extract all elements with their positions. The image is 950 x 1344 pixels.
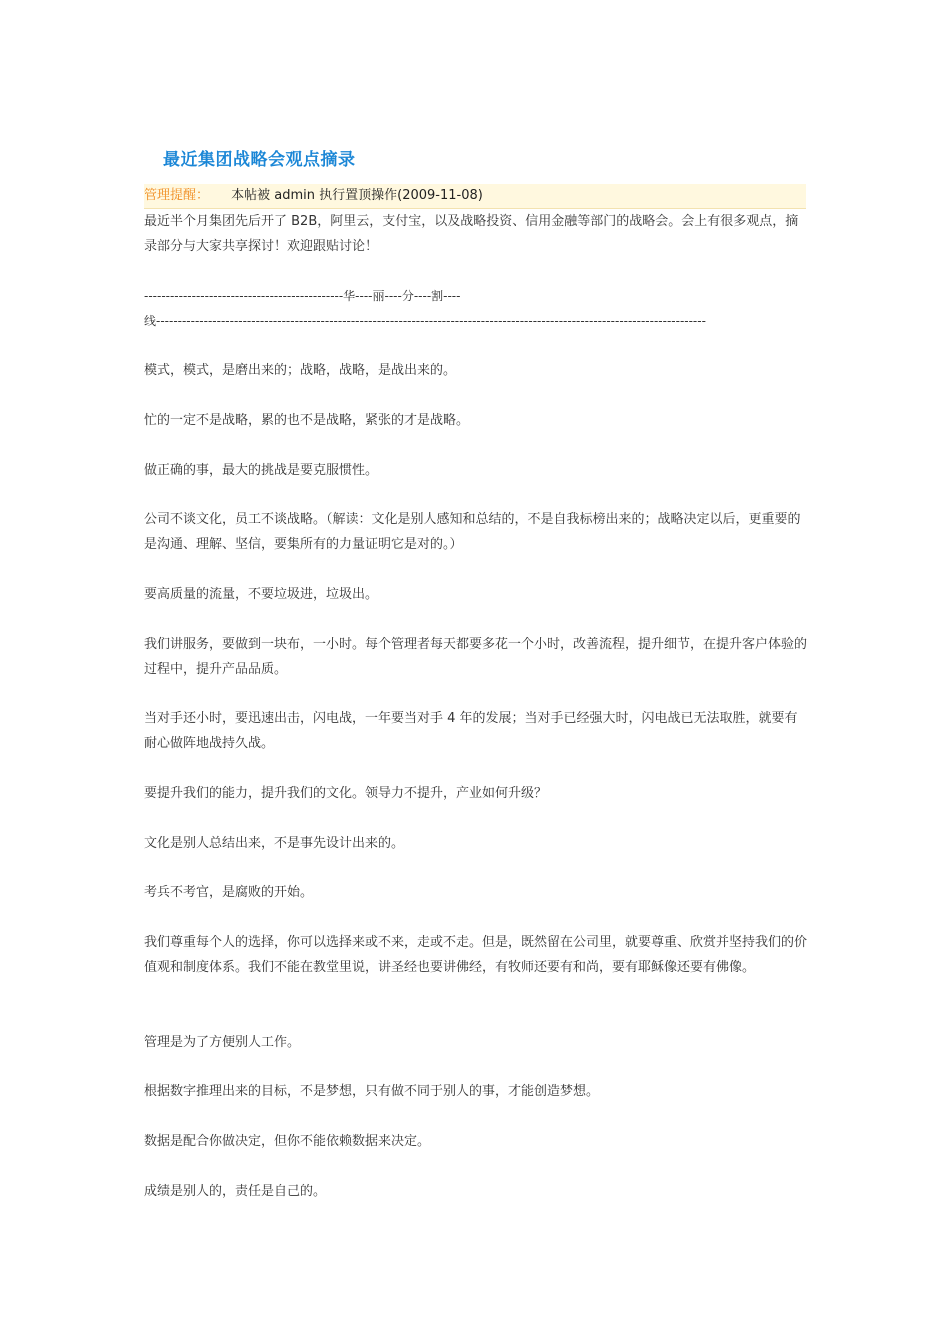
admin-notice-bar bbox=[144, 184, 806, 209]
intro-paragraph: 最近半个月集团先后开了 B2B，阿里云，支付宝，以及战略投资、信用金融等部门的战略会。会上有很多观点，摘录部分与大家共享探讨！欢迎跟贴讨论！ bbox=[144, 214, 799, 254]
paragraph: 文化是别人总结出来，不是事先设计出来的。 bbox=[144, 836, 405, 851]
paragraph: 忙的一定不是战略，累的也不是战略，紧张的才是战略。 bbox=[144, 413, 470, 428]
paragraph: 当对手还小时，要迅速出击，闪电战，一年要当对手 4 年的发展；当对手已经强大时，闪电战已无法取胜，就要有耐心做阵地战持久战。 bbox=[144, 711, 798, 751]
paragraph: 做正确的事，最大的挑战是要克服惯性。 bbox=[144, 463, 379, 478]
decorative-divider-line-2: 线------------------------------------------------------------------------------------------------------------------------------- bbox=[144, 314, 706, 328]
paragraph: 数据是配合你做决定，但你不能依赖数据来决定。 bbox=[144, 1134, 431, 1149]
paragraph: 模式，模式，是磨出来的；战略，战略，是战出来的。 bbox=[144, 363, 457, 378]
paragraph: 成绩是别人的，责任是自己的。 bbox=[144, 1184, 327, 1199]
notice-label: 管理提醒： bbox=[144, 188, 210, 203]
notice-text: 本帖被 admin 执行置顶操作(2009-11-08) bbox=[231, 188, 483, 203]
post-title: 最近集团战略会观点摘录 bbox=[163, 150, 356, 170]
paragraph: 管理是为了方便别人工作。 bbox=[144, 1035, 301, 1050]
paragraph: 公司不谈文化，员工不谈战略。（解读：文化是别人感知和总结的，不是自我标榜出来的；战略决定以后，更重要的是沟通、理解、坚信，要集所有的力量证明它是对的。） bbox=[144, 512, 801, 552]
paragraph: 考兵不考官，是腐败的开始。 bbox=[144, 885, 314, 900]
paragraph: 根据数字推理出来的目标，不是梦想，只有做不同于别人的事，才能创造梦想。 bbox=[144, 1084, 600, 1099]
paragraph: 我们尊重每个人的选择，你可以选择来或不来，走或不走。但是，既然留在公司里，就要尊重、欣赏并坚持我们的价值观和制度体系。我们不能在教堂里说，讲圣经也要讲佛经，有牧师还要有和尚，要有耶稣像还要有佛像。 bbox=[144, 935, 808, 975]
paragraph: 要高质量的流量，不要垃圾进，垃圾出。 bbox=[144, 587, 379, 602]
paragraph: 要提升我们的能力，提升我们的文化。领导力不提升，产业如何升级？ bbox=[144, 786, 548, 801]
decorative-divider-line-1: ----------------------------------------------华----丽----分----割---- bbox=[144, 289, 461, 303]
paragraph: 我们讲服务，要做到一块布，一小时。每个管理者每天都要多花一个小时，改善流程，提升细节，在提升客户体验的过程中，提升产品品质。 bbox=[144, 637, 808, 677]
